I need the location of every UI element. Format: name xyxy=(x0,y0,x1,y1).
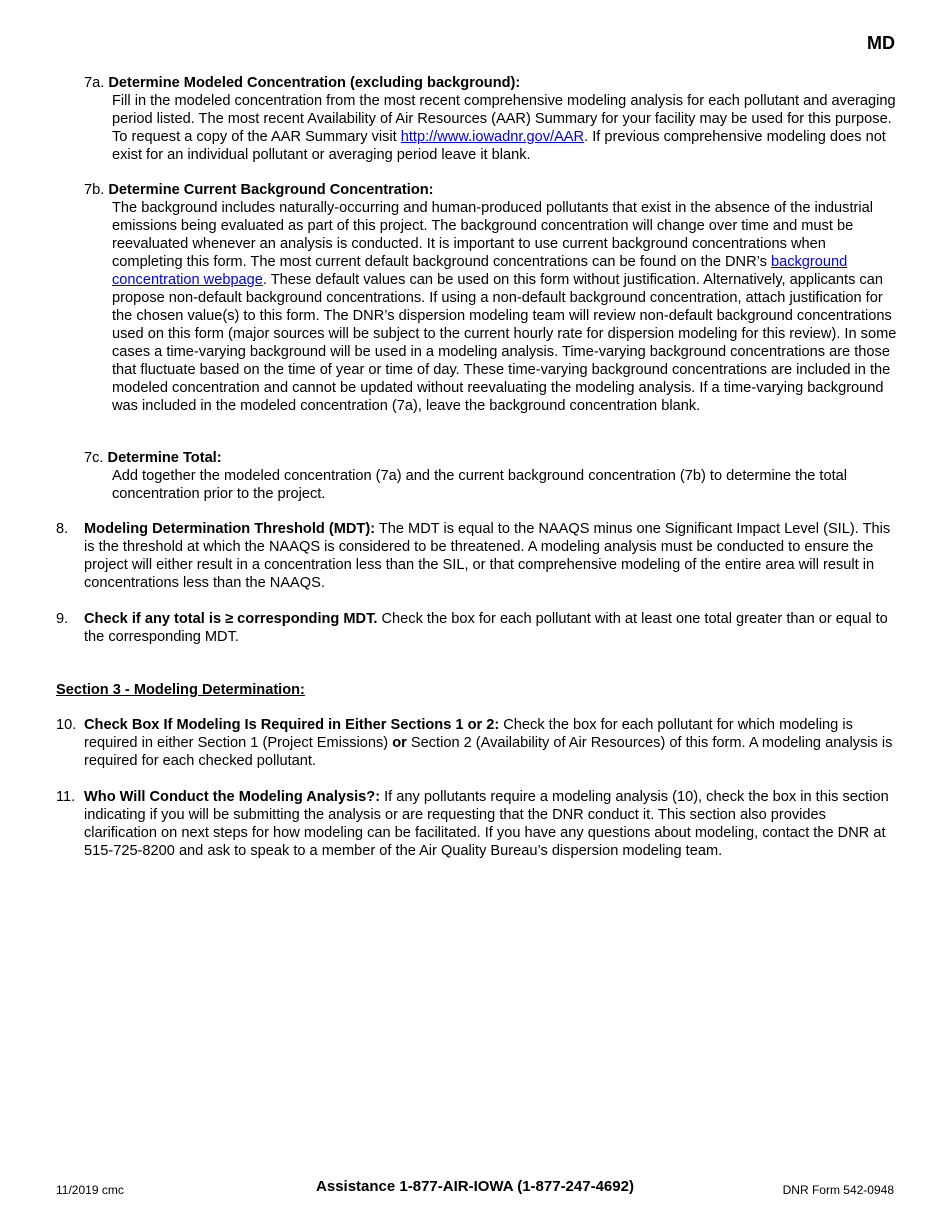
item-11-heading: Who Will Conduct the Modeling Analysis?: xyxy=(84,789,381,805)
page-code: MD xyxy=(867,33,895,53)
item-7c-heading-line xyxy=(84,449,899,467)
item-7c xyxy=(84,449,899,503)
item-7b xyxy=(84,181,899,415)
footer-assistance: Assistance 1-877-AIR-IOWA (1-877-247-4692) xyxy=(316,1178,634,1195)
item-7a xyxy=(84,74,899,164)
item-10-text-part1: Check the box for each pollutant for which modeling is required in either Section 1 (Project Emissions) xyxy=(84,717,853,751)
item-10-number: 10. xyxy=(56,717,77,733)
item-7b-body xyxy=(112,199,899,415)
item-7b-label: 7b. xyxy=(84,182,105,198)
item-7c-body: Add together the modeled concentration (7a) and the current background concentration (7b) to determine the total concentration prior to the project. xyxy=(112,468,848,502)
item-11-body xyxy=(84,788,899,860)
item-7b-heading-line xyxy=(84,181,899,199)
item-7a-text-before: Fill in the modeled concentration from the most recent comprehensive modeling analysis for each pollutant and averaging period listed. The most recent Availability of Air Resources (AAR) Summary for your facility may be used for this purpose. To request a copy of the AAR Summary visit xyxy=(112,93,896,145)
aar-link[interactable]: http://www.iowadnr.gov/AAR xyxy=(400,129,585,145)
item-9-text: Check the box for each pollutant with at least one total greater than or equal to the corresponding MDT. xyxy=(84,611,888,645)
item-10-bold-or: or xyxy=(392,735,407,751)
item-8 xyxy=(56,520,899,592)
item-9-body xyxy=(84,610,899,646)
item-7a-body xyxy=(112,92,899,164)
item-10 xyxy=(56,716,899,770)
item-7a-label: 7a. xyxy=(84,75,105,91)
item-7a-heading: Determine Modeled Concentration (excluding background): xyxy=(108,75,521,91)
item-8-body xyxy=(84,520,899,592)
item-11-text: If any pollutants require a modeling analysis (10), check the box in this section indicating if you will be submitting the analysis or are requesting that the DNR conduct it. This section also provides clarification on next steps for how modeling can be facilitated. If you have any questions about modeling, contact the DNR at 515-725-8200 and ask to speak to a member of the Air Quality Bureau’s dispersion modeling team. xyxy=(84,789,889,859)
item-10-text-part2: Section 2 (Availability of Air Resources) of this form. A modeling analysis is required for each checked pollutant. xyxy=(84,735,893,769)
item-7a-text-after: . If previous comprehensive modeling does not exist for an individual pollutant or averaging period leave it blank. xyxy=(112,129,886,163)
item-7a-heading-line xyxy=(84,74,899,92)
item-9 xyxy=(56,610,899,646)
item-10-body xyxy=(84,716,899,770)
item-7c-heading: Determine Total: xyxy=(107,450,222,466)
section-3-title: Section 3 - Modeling Determination: xyxy=(56,682,305,698)
footer-form-number: DNR Form 542-0948 xyxy=(782,1183,894,1197)
item-9-heading: Check if any total is ≥ corresponding MDT. xyxy=(84,611,378,627)
item-8-heading: Modeling Determination Threshold (MDT): xyxy=(84,521,376,537)
item-7c-label: 7c. xyxy=(84,450,104,466)
background-concentration-link[interactable]: background concentration webpage xyxy=(112,254,848,288)
item-10-heading: Check Box If Modeling Is Required in Either Sections 1 or 2: xyxy=(84,717,500,733)
item-9-number: 9. xyxy=(56,611,69,627)
item-11-number: 11. xyxy=(56,789,76,805)
item-7b-heading: Determine Current Background Concentration: xyxy=(108,182,434,198)
item-11 xyxy=(56,788,899,860)
item-7b-text-after: . These default values can be used on this form without justification. Alternatively, applicants can propose non-default background concentrations. If using a non-default background concentration, attach justification for the chosen value(s) to this form. The DNR’s dispersion modeling team will review non-default background concentrations used on this form (major sources will be subject to the current hourly rate for dispersion modeling for this review). In some cases a time-varying background will be used in a modeling analysis. Time-varying background concentrations are those that fluctuate based on the time of year or time of day. These time-varying background concentrations are included in the modeled concentration and cannot be updated without reevaluating the modeling analysis. If a time-varying background was included in the modeled concentration (7a), leave the background concentration blank. xyxy=(112,272,897,414)
footer-date: 11/2019 cmc xyxy=(56,1183,124,1197)
item-7b-text-before: The background includes naturally-occurring and human-produced pollutants that exist in the absence of the industrial emissions being evaluated as part of this project. The background concentration will change over time and must be reevaluated whenever an analysis is conducted. It is important to use current background concentrations when completing this form. The most current default background concentrations can be found on the DNR’s xyxy=(112,200,873,270)
item-8-number: 8. xyxy=(56,521,69,537)
item-8-text: The MDT is equal to the NAAQS minus one Significant Impact Level (SIL). This is the threshold at which the NAAQS is considered to be threatened. A modeling analysis must be conducted to ensure the project will either result in a concentration less than the SIL, or that comprehensive modeling of the entire area will result in concentrations less than the NAAQS. xyxy=(84,521,891,591)
